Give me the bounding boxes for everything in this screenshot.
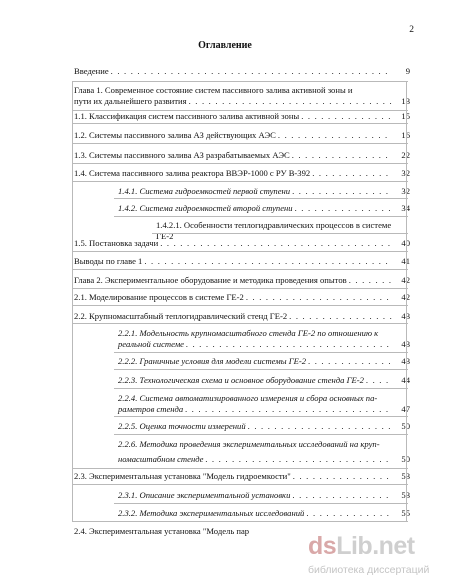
toc-entry-text: раметров стенда: [118, 404, 184, 414]
toc-entry: [74, 292, 410, 303]
dot-leader: [246, 292, 392, 303]
divider: [114, 352, 408, 353]
toc-entry-text: Введение: [74, 66, 109, 76]
dot-leader: [292, 150, 392, 161]
toc-entry: [74, 168, 410, 179]
divider: [114, 388, 408, 389]
dot-leader: [308, 356, 392, 367]
toc-entry-page: 15: [401, 111, 410, 121]
left-rule: [72, 81, 73, 521]
toc-entry-page: 43: [401, 339, 410, 349]
dot-leader: [366, 375, 392, 386]
dot-leader: [293, 471, 392, 482]
toc-entry-text: пути их дальнейшего развития: [74, 96, 187, 106]
toc-entry-page: 55: [401, 508, 410, 518]
toc-entry: [74, 256, 410, 267]
toc-entry-text-line1: Глава 1. Современное состояние систем пассивного залива активной зоны и: [74, 85, 353, 95]
toc-entry-text: 1.2. Системы пассивного залива АЗ действующих АЭС: [74, 130, 276, 140]
divider: [114, 416, 408, 417]
divider: [72, 251, 408, 252]
divider: [72, 269, 408, 270]
dot-leader: [160, 238, 392, 249]
page-title: Оглавление: [198, 40, 252, 51]
divider: [72, 181, 408, 182]
divider: [152, 233, 408, 234]
dot-leader: [289, 311, 392, 322]
dot-leader: [111, 66, 392, 77]
divider: [72, 123, 408, 124]
toc-entry-text: 2.2.2. Граничные условия для модели системы ГЕ-2: [118, 356, 307, 366]
divider: [72, 521, 408, 522]
toc-entry: [118, 203, 410, 214]
toc-entry-page: 44: [401, 375, 410, 385]
dot-leader: [349, 275, 392, 286]
toc-entry-text-line1: 2.2.1. Модельность крупномасштабного стенда ГЕ-2 по отношению к: [118, 328, 379, 338]
divider: [72, 288, 408, 289]
dot-leader: [312, 168, 392, 179]
toc-entry-text: 2.3.1. Описание экспериментальной установки: [118, 490, 291, 500]
right-rule: [406, 81, 407, 521]
toc-entry: [74, 85, 410, 107]
toc-entry: [118, 356, 410, 367]
dot-leader: [205, 454, 392, 465]
toc-entry: [74, 275, 410, 286]
divider: [72, 143, 408, 144]
toc-entry-text: 2.4. Экспериментальная установка "Модель пар: [74, 526, 250, 536]
toc-entry-text: 1.4.2. Система гидроемкостей второй ступени: [118, 203, 293, 213]
divider: [114, 216, 408, 217]
toc-entry-text: Выводы по главе 1: [74, 256, 143, 266]
toc-entry-page: 53: [401, 471, 410, 481]
toc-entry-page: 22: [401, 150, 410, 160]
page-number: 2: [409, 25, 414, 35]
divider: [114, 503, 408, 504]
divider: [114, 198, 408, 199]
dot-leader: [301, 111, 392, 122]
toc-entry-text: 2.3.2. Методика экспериментальных исследований: [118, 508, 305, 518]
toc-entry-page: 42: [401, 292, 410, 302]
dot-leader: [248, 421, 392, 432]
toc-entry: [118, 186, 410, 197]
toc-entry-page: 16: [401, 130, 410, 140]
toc-entry: [118, 490, 410, 501]
toc-entry: [118, 375, 410, 386]
toc-entry-text: реальной системе: [118, 339, 184, 349]
toc-entry-page: 32: [401, 168, 410, 178]
watermark-subtitle: библиотека диссертаций: [308, 564, 430, 576]
toc-entry-text: 2.1. Моделирование процессов в системе ГЕ-2: [74, 292, 244, 302]
toc-entry-page: 13: [401, 96, 410, 106]
toc-entry: [118, 508, 410, 519]
toc-entry-text: номасштабном стенде: [118, 454, 204, 464]
toc-entry-page: 32: [401, 186, 410, 196]
toc-entry-text: 1.5. Постановка задачи: [74, 238, 159, 248]
toc-entry: [74, 66, 410, 77]
toc-entry-text: 2.2.5. Оценка точности измерений: [118, 421, 246, 431]
toc-entry-page: 43: [401, 356, 410, 366]
toc-entry-text: 1.4.2.1. Особенности теплогидравлических процессов в системе ГЕ-2: [156, 220, 392, 241]
toc-entry-text-line1: 2.2.6. Методика проведения экспериментальных исследований на круп-: [118, 439, 380, 449]
toc-entry: [118, 393, 410, 415]
dot-leader: [306, 508, 392, 519]
dot-leader: [292, 490, 392, 501]
toc-entry-page: 42: [401, 275, 410, 285]
dot-leader: [185, 404, 392, 415]
toc-entry-text: 2.2.3. Технологическая схема и основное оборудование стенда ГЕ-2: [118, 375, 364, 385]
dot-leader: [144, 256, 392, 267]
watermark-brand: dsLib.net: [308, 532, 415, 560]
dot-leader: [189, 96, 392, 107]
toc-entry-text: 1.4.1. Система гидроемкостей первой ступени: [118, 186, 291, 196]
toc-entry: [118, 439, 410, 465]
toc-entry-page: 47: [401, 404, 410, 414]
dot-leader: [278, 130, 392, 141]
dot-leader: [292, 186, 392, 197]
divider: [72, 484, 408, 485]
divider: [72, 468, 408, 469]
divider: [72, 305, 408, 306]
toc-entry-page: 50: [401, 454, 410, 464]
toc-entry: [74, 471, 410, 482]
toc-entry-page: 9: [405, 66, 410, 76]
divider: [72, 323, 408, 324]
toc-entry: [74, 111, 410, 122]
toc-entry: [74, 311, 410, 322]
toc-entry: [74, 150, 410, 161]
toc-entry-page: 34: [401, 203, 410, 213]
toc-entry-text: 2.2. Крупномасштабный теплогидравлический стенд ГЕ-2: [74, 311, 288, 321]
toc-entry-text: 1.3. Системы пассивного залива АЗ разрабатываемых АЭС: [74, 150, 290, 160]
divider: [72, 163, 408, 164]
dot-leader: [186, 339, 392, 350]
toc-entry: [118, 328, 410, 350]
toc-entry-text-line1: 2.2.4. Система автоматизированного измерения и сбора основных па-: [118, 393, 378, 403]
watermark-logo: [292, 530, 450, 582]
divider: [72, 81, 408, 82]
divider: [114, 434, 408, 435]
toc-entry-text: 1.1. Классификация систем пассивного залива активной зоны: [74, 111, 300, 121]
toc-entry: [118, 421, 410, 432]
toc-entry-page: 53: [401, 490, 410, 500]
dot-leader: [295, 203, 392, 214]
toc-entry-text: 1.4. Система пассивного залива реактора ВВЭР-1000 с РУ В-392: [74, 168, 311, 178]
toc-entry-page: 41: [401, 256, 410, 266]
toc-entry-page: 40: [401, 238, 410, 248]
toc-entry-page: 43: [401, 311, 410, 321]
toc-entry-page: 50: [401, 421, 410, 431]
divider: [114, 369, 408, 370]
toc-entry-text: Глава 2. Экспериментальное оборудование и методика проведения опытов: [74, 275, 347, 285]
toc-entry: [74, 238, 410, 249]
toc-entry: [74, 130, 410, 141]
toc-entry-text: 2.3. Экспериментальная установка "Модель гидроемкости": [74, 471, 291, 481]
